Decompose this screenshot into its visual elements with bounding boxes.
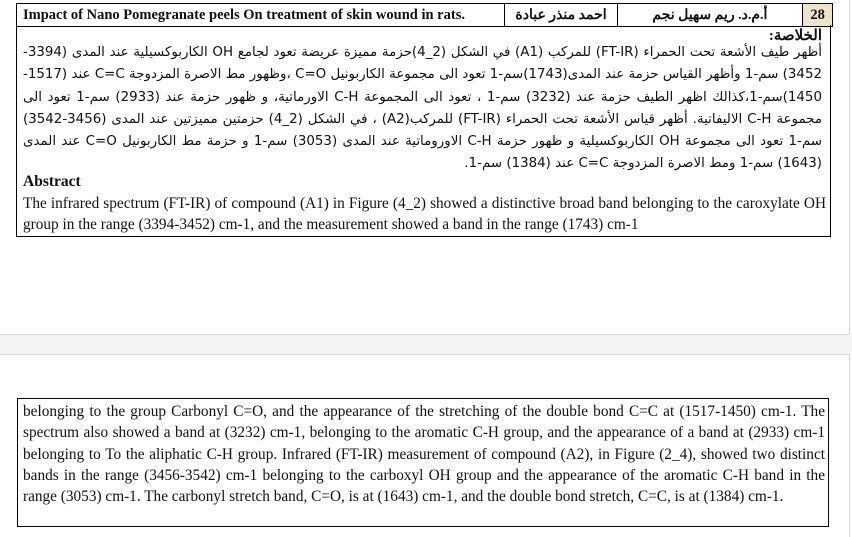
abstract-box bbox=[16, 25, 831, 237]
document-page-2 bbox=[0, 354, 850, 537]
arabic-abstract-paragraph: أظهر طيف الأشعة تحت الحمراء (FT-IR) للمركب (A1) في الشكل (2_4)حزمة مميزة عريضة تعود لجامع OH الكاربوكسيلية عند المدى (3394-3452) سم-1 وأظهر القياس حزمة عند المدى(1743)سم-1 تعود الى مجموعة الكاربونيل C=O ،وظهور مط الاصرة المزدوجة C=C عند (1517-1450)سم-1،كذالك اظهر الطيف حزمة عند (3232) سم-1 ، تعود الى المجموعة C-H الاورماتية، و ظهور حزمة عند (2933) سم-1 تعود الى مجموعة C-H الاليفاتية. أظهر قياس الأشعة تحت الحمراء (FT-IR) للمركب(A2) ، في الشكل (2_4) حزمتين مميزتين عند المدى (3456-3542) سم-1 تعود الى مجموعة OH الكاربوكسيلية و ظهور حزمة C-H الاوروماتية عند المدى (3053) سم-1 و حزمة مط الكاربونيل C=O عند المدى (1643) سم-1 ومط الاصرة المزدوجة C=C عند (1384) سم-1. bbox=[23, 45, 823, 172]
header-page-number: 28 bbox=[803, 4, 832, 26]
header-table bbox=[16, 3, 833, 27]
arabic-abstract-heading: الخلاصة: bbox=[768, 28, 822, 44]
abstract-continuation-box bbox=[17, 398, 829, 527]
page-gap bbox=[0, 335, 852, 354]
header-author: احمد منذر عبادة bbox=[505, 4, 617, 26]
english-abstract-paragraph-1: The infrared spectrum (FT-IR) of compound (A1) in Figure (4_2) showed a distinctive broad band belonging to the caroxylate OH group in the range (3394-3452) cm-1, and the measurement showed a band in the range (1743) cm-1 bbox=[23, 195, 826, 233]
header-title: Impact of Nano Pomegranate peels On treatment of skin wound in rats. bbox=[17, 4, 505, 26]
header-supervisor: أ.م.د. ريم سهيل نجم bbox=[618, 4, 804, 26]
english-abstract-heading: Abstract bbox=[23, 173, 81, 190]
english-abstract-paragraph-2: belonging to the group Carbonyl C=O, and the appearance of the stretching of the double bond C=C at (1517-1450) cm-1. The spectrum also showed a band at (3232) cm-1, belonging to the aromatic C-H group, and the appearance of a band at (2933) cm-1 belonging to To the aliphatic C-H group. Infrared (FT-IR) measurement of compound (A2), in Figure (2_4), showed two distinct bands in the range (3456-3542) cm-1 belonging to the carboxyl OH group and the appearance of the aromatic C-H band in the range (3053) cm-1. The carbonyl stretch band, C=O, is at (1643) cm-1, and the double bond stretch, C=C, is at (1384) cm-1. bbox=[23, 403, 825, 506]
